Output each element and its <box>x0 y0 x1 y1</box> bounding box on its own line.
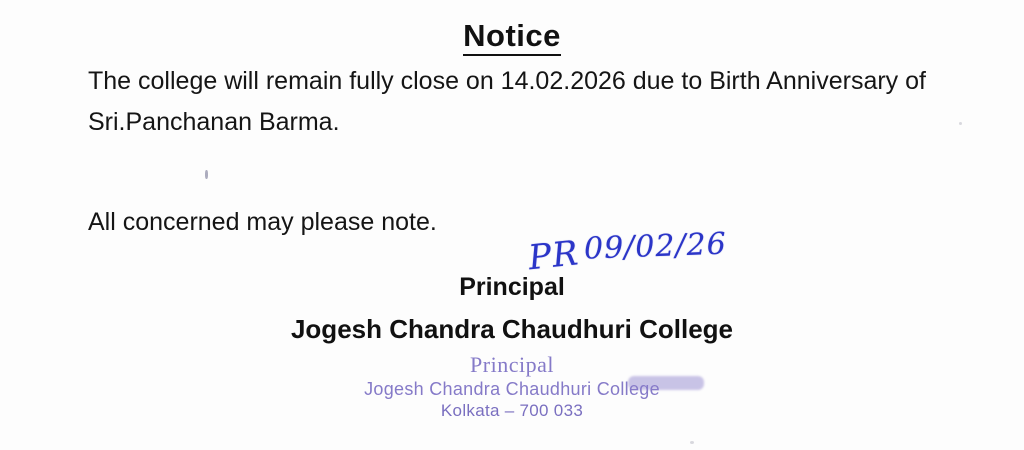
scan-speck <box>690 441 694 444</box>
principal-label: Principal <box>459 273 565 301</box>
notice-body-line-2: Sri.Panchanan Barma. <box>88 108 340 136</box>
handwritten-signature <box>526 218 728 279</box>
stamp-line-city: Kolkata – 700 033 <box>440 401 584 420</box>
document-title-text: Notice <box>463 18 561 56</box>
college-name: Jogesh Chandra Chaudhuri College <box>290 314 734 344</box>
document-title <box>0 18 1024 54</box>
stamp-line-college: Jogesh Chandra Chaudhuri College <box>364 379 660 399</box>
signature-initials: PR <box>526 233 581 279</box>
notice-body-line-3: All concerned may please note. <box>88 208 437 236</box>
stamp-line-principal: Principal <box>470 352 554 377</box>
scan-speck <box>959 122 962 125</box>
signature-date: 09/02/26 <box>583 226 728 267</box>
stamp-smudge <box>628 376 704 390</box>
notice-body-line-1: The college will remain fully close on 14.02.2026 due to Birth Anniversary of <box>88 67 926 95</box>
scan-speck <box>205 170 208 179</box>
